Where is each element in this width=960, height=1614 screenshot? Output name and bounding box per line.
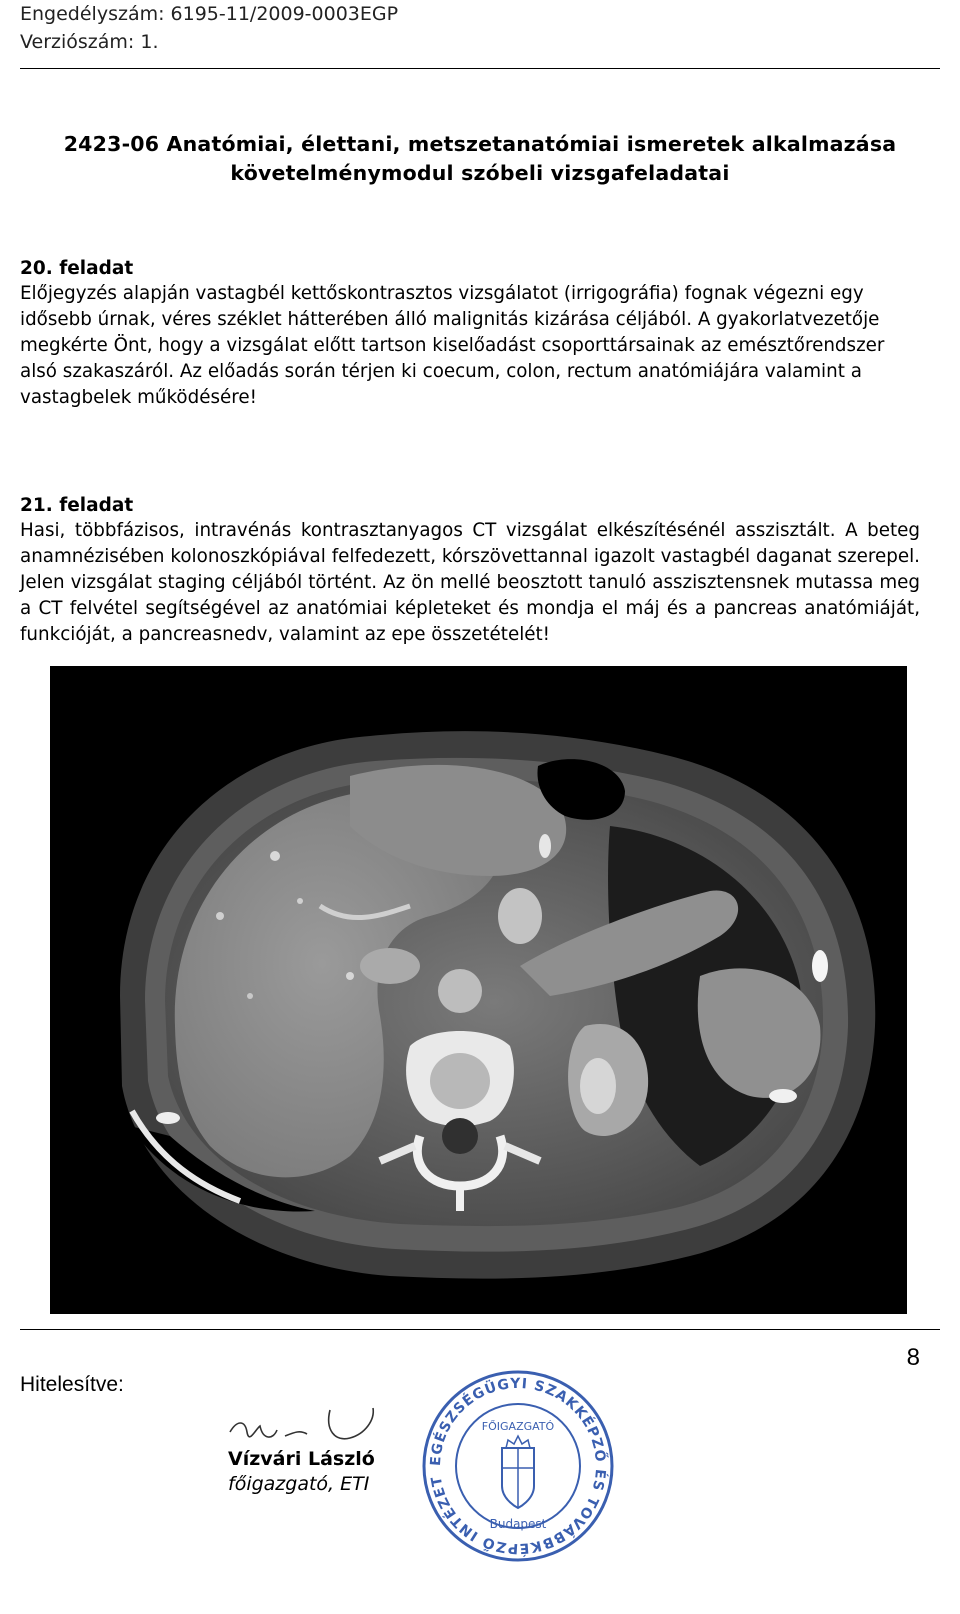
module-title-line-1: 2423-06 Anatómiai, élettani, metszetanatómiai ismeretek alkalmazása (63, 132, 897, 156)
module-title (20, 130, 940, 188)
page-number: 8 (906, 1344, 920, 1371)
signer-title: főigazgató, ETI (228, 1473, 370, 1495)
certified-label: Hitelesítve: (20, 1373, 124, 1396)
task-21-body: Hasi, többfázisos, intravénás kontrasztanyagos CT vizsgálat elkészítésénél asszisztált. A beteg anamnézisében kolonoszkópiával felfedezett, kórszövettannal igazolt vastagbél daganat szerepel. Jelen vizsgálat staging céljából történt. Az ön mellé beosztott tanuló asszisztensnek mutassa meg a CT felvétel segítségével az anatómiai képleteket és mondja el máj és a pancreas anatómiáját, funkcióját, a pancreasnedv, valamint az epe összetételét! (20, 520, 920, 645)
version-number: Verziószám: 1. (20, 31, 159, 53)
task-20-body: Előjegyzés alapján vastagbél kettőskontrasztos vizsgálatot (irrigográfia) fognak végezni egy idősebb úrnak, véres széklet hátterében álló malignitás kizárása céljából. A gyakorlatvezetője megkérte Önt, hogy a vizsgálat előtt tartson kiselőadást csoporttársainak az emésztőrendszer alsó szakaszáról. Az előadás során térjen ki coecum, colon, rectum anatómiájára valamint a vastagbelek működésére! (20, 283, 885, 408)
svg-text:EGÉSZSÉGÜGYI SZAKKÉPZŐ ÉS TOVÁ: EGÉSZSÉGÜGYI SZAKKÉPZŐ ÉS TOVÁBBKÉPZŐ INTÉZET (427, 1375, 609, 1557)
license-number: Engedélyszám: 6195-11/2009-0003EGP (20, 3, 399, 25)
ct-scan-image (50, 666, 907, 1314)
official-stamp (420, 1368, 616, 1564)
header-divider (20, 68, 940, 69)
svg-text:FŐIGAZGATÓ: FŐIGAZGATÓ (481, 1420, 555, 1433)
signer-block (228, 1447, 375, 1497)
task-20-heading: 20. feladat (20, 258, 134, 279)
signer-name: Vízvári László (228, 1448, 375, 1470)
footer-divider (20, 1329, 940, 1330)
ct-scan-graphic (50, 666, 907, 1314)
svg-text:Budapest: Budapest (489, 1517, 547, 1531)
task-21-heading: 21. feladat (20, 495, 134, 516)
module-title-line-2: követelménymodul szóbeli vizsgafeladatai (230, 161, 730, 185)
signature-image (225, 1400, 395, 1450)
